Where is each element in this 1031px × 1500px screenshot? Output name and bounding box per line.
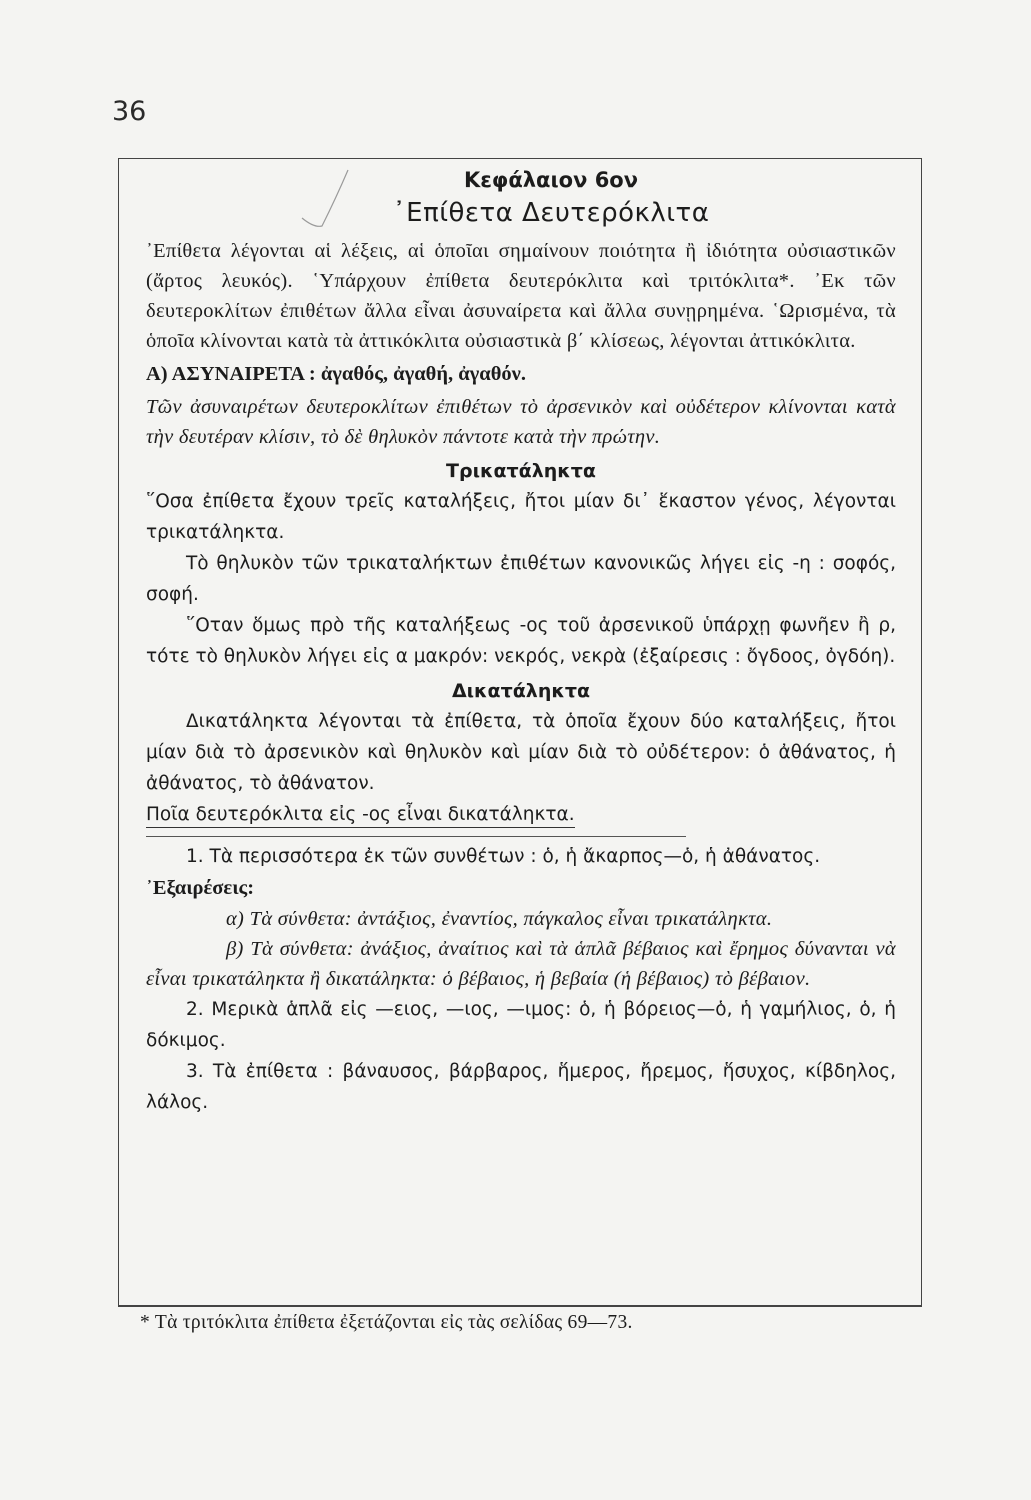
exception-b: β) Τὰ σύνθετα: ἀνάξιος, ἀναίτιος καὶ τὰ ἁπλᾶ βέβαιος καὶ ἔρημος δύνανται νὰ εἶναι τρικατάληκτα ἢ δικατάληκτα: ὁ βέβαιος, ἡ βεβαία (ἡ βέβαιος) τὸ βέβαιον.	[146, 938, 896, 990]
page-content	[146, 168, 896, 1118]
chapter-heading: Κεφάλαιον 6ον	[463, 168, 639, 192]
trikatalikta-p2: Τὸ θηλυκὸν τῶν τρικαταλήκτων ἐπιθέτων κανονικῶς λήγει εἰς -η : σοφός, σοφή.	[146, 553, 896, 605]
footnote-divider	[118, 1306, 922, 1307]
footnote: * Τὰ τριτόκλιτα ἐπίθετα ἐξετάζονται εἰς τὰς σελίδας 69—73.	[140, 1312, 633, 1333]
page-number: 36	[112, 96, 147, 127]
divider	[146, 836, 686, 837]
list-item-1: 1. Τὰ περισσότερα ἐκ τῶν συνθέτων : ὁ, ἡ ἄκαρπος—ὁ, ἡ ἀθάνατος.	[186, 846, 821, 867]
trikatalikta-p3: ῞Οταν ὅμως πρὸ τῆς καταλήξεως -ος τοῦ ἀρσενικοῦ ὑπάρχῃ φωνῆεν ἢ ρ, τότε τὸ θηλυκὸν λήγει εἰς α μακρόν: νεκρός, νεκρὰ (ἐξαίρεσις : ὄγδοος, ὀγδόη).	[146, 615, 896, 667]
intro-paragraph: ᾿Επίθετα λέγονται αἱ λέξεις, αἱ ὁποῖαι σημαίνουν ποιότητα ἢ ἰδιότητα οὐσιαστικῶν (ἄρτος λευκός). ῾Υπάρχουν ἐπίθετα δευτερόκλιτα καὶ τριτόκλιτα*. ᾿Εκ τῶν δευτεροκλίτων ἐπιθέτων ἄλλα εἶναι ἀσυναίρετα καὶ ἄλλα συνῃρημένα. ῾Ωρισμένα, τὰ ὁποῖα κλίνονται κατὰ τὰ ἀττικόκλιτα οὐσιαστικὰ β΄ κλίσεως, λέγονται ἀττικόκλιτα.	[146, 240, 896, 352]
exception-a: α) Τὰ σύνθετα: ἀντάξιος, ἐναντίος, πάγκαλος εἶναι τρικατάληκτα.	[226, 908, 773, 930]
dikatalikta-question	[146, 799, 896, 830]
dikatalikta-question-text: Ποῖα δευτερόκλιτα εἰς -ος εἶναι δικατάληκτα.	[146, 804, 575, 828]
dikatalikta-p1: Δικατάληκτα λέγονται τὰ ἐπίθετα, τὰ ὁποῖα ἔχουν δύο καταλήξεις, ἤτοι μίαν διὰ τὸ ἀρσενικὸν καὶ θηλυκὸν καὶ μίαν διὰ τὸ οὐδέτερον: ὁ ἀθάνατος, ἡ ἀθάνατος, τὸ ἀθάνατον.	[146, 711, 896, 794]
exceptions-label: ᾿Εξαιρέσεις:	[146, 877, 255, 899]
list-item-2: 2. Μερικὰ ἁπλᾶ εἰς —ειος, —ιος, —ιμος: ὁ, ἡ βόρειος—ὁ, ἡ γαμήλιος, ὁ, ἡ δόκιμος.	[146, 999, 896, 1051]
section-a-rule: Τῶν ἀσυναιρέτων δευτεροκλίτων ἐπιθέτων τὸ ἀρσενικὸν καὶ οὐδέτερον κλίνονται κατὰ τὴν δευτέραν κλίσιν, τὸ δὲ θηλυκὸν πάντοτε κατὰ τὴν πρώτην.	[146, 396, 896, 448]
page-title: ᾿Επίθετα Δευτερόκλιτα	[392, 198, 710, 228]
dikatalikta-heading: Δικατάληκτα	[451, 680, 591, 702]
section-a-label: Α) ΑΣΥΝΑΙΡΕΤΑ :	[146, 363, 316, 385]
trikatalikta-p1: ῞Οσα ἐπίθετα ἔχουν τρεῖς καταλήξεις, ἤτοι μίαν δι᾿ ἕκαστον γένος, λέγονται τρικατάληκτα.	[146, 491, 896, 543]
section-a-heading	[146, 358, 896, 390]
trikatalikta-heading: Τρικατάληκτα	[446, 460, 596, 482]
list-item-3: 3. Τὰ ἐπίθετα : βάναυσος, βάρβαρος, ἥμερος, ἤρεμος, ἥσυχος, κίβδηλος, λάλος.	[146, 1061, 896, 1113]
section-a-examples: ἀγαθός, ἀγαθή, ἀγαθόν.	[320, 363, 526, 385]
